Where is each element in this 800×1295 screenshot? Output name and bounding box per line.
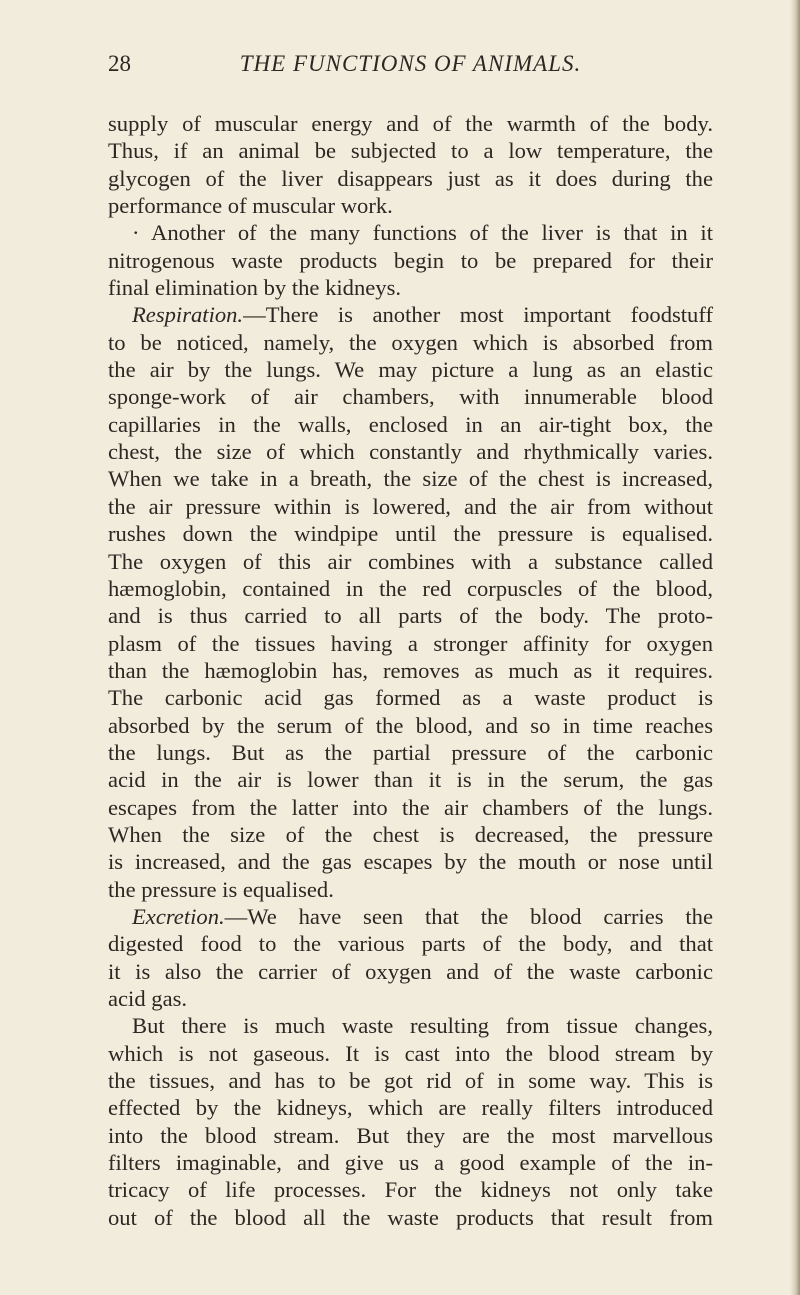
text-line: The oxygen of this air combines with a substance called <box>108 548 713 574</box>
text-line: The carbonic acid gas formed as a waste product is <box>108 685 713 711</box>
text-line: capillaries in the walls, enclosed in an air-tight box, the <box>108 411 713 437</box>
text-line: hæmoglobin, contained in the red corpuscles of the blood, <box>108 575 713 601</box>
text-line: and is thus carried to all parts of the body. The proto- <box>108 603 713 629</box>
text-line: glycogen of the liver disappears just as it does during the <box>108 165 713 191</box>
text-line-with-heading <box>108 903 713 930</box>
body-text <box>108 110 713 1231</box>
text-line: than the hæmoglobin has, removes as much as it requires. <box>108 657 713 683</box>
text-line: absorbed by the serum of the blood, and so in time reaches <box>108 712 713 738</box>
text-line: When we take in a breath, the size of the chest is increased, <box>108 466 713 492</box>
text-line: chest, the size of which constantly and rhythmically varies. <box>108 439 713 465</box>
text-line: into the blood stream. But they are the most marvellous <box>108 1122 713 1148</box>
text-line: plasm of the tissues having a stronger affinity for oxygen <box>108 630 713 656</box>
text-line: escapes from the latter into the air chambers of the lungs. <box>108 794 713 820</box>
text-line: is increased, and the gas escapes by the mouth or nose until <box>108 849 713 875</box>
section-heading-respiration: Respiration. <box>132 302 244 328</box>
text-line: rushes down the windpipe until the pressure is equalised. <box>108 521 713 547</box>
text-line: to be noticed, namely, the oxygen which is absorbed from <box>108 329 713 355</box>
text-line: digested food to the various parts of the body, and that <box>108 931 713 957</box>
text-line: the air pressure within is lowered, and the air from without <box>108 493 713 519</box>
text-line: acid gas. <box>108 986 188 1011</box>
text-line: nitrogenous waste products begin to be prepared for their <box>108 247 713 273</box>
page-edge-shadow <box>790 0 800 1295</box>
running-title: THE FUNCTIONS OF ANIMALS. <box>239 51 582 76</box>
text-line: it is also the carrier of oxygen and of the waste carbonic <box>108 958 713 984</box>
page-number: 28 <box>108 51 131 76</box>
text-line: the lungs. But as the partial pressure of the carbonic <box>108 739 713 765</box>
line-text: —We have seen that the blood carries the <box>224 903 713 929</box>
text-line: sponge-work of air chambers, with innumerable blood <box>108 384 713 410</box>
text-line: supply of muscular energy and of the warmth of the body. <box>108 111 713 136</box>
text-line: out of the blood all the waste products that result from <box>108 1204 713 1230</box>
text-line: which is not gaseous. It is cast into the blood stream by <box>108 1040 713 1066</box>
text-line: acid in the air is lower than it is in the serum, the gas <box>108 767 713 793</box>
text-line: tricacy of life processes. For the kidneys not only take <box>108 1177 713 1203</box>
text-line: effected by the kidneys, which are really filters introduced <box>108 1095 713 1121</box>
text-line: the tissues, and has to be got rid of in some way. This is <box>108 1068 713 1094</box>
text-line: filters imaginable, and give us a good example of the in- <box>108 1150 713 1176</box>
text-line: But there is much waste resulting from tissue changes, <box>132 1013 713 1039</box>
text-line: · Another of the many functions of the liver is that in it <box>132 220 713 246</box>
text-line: the air by the lungs. We may picture a lung as an elastic <box>108 357 713 383</box>
line-text: —There is another most important foodstuff <box>243 302 713 328</box>
text-line: final elimination by the kidneys. <box>108 275 402 301</box>
text-line: When the size of the chest is decreased, the pressure <box>108 821 713 847</box>
text-line: the pressure is equalised. <box>108 876 334 902</box>
text-line: Thus, if an animal be subjected to a low temperature, the <box>108 138 713 164</box>
section-heading-excretion: Excretion. <box>132 903 225 929</box>
text-line: performance of muscular work. <box>108 193 393 219</box>
page-header <box>108 49 713 79</box>
text-line-with-heading <box>108 301 713 328</box>
